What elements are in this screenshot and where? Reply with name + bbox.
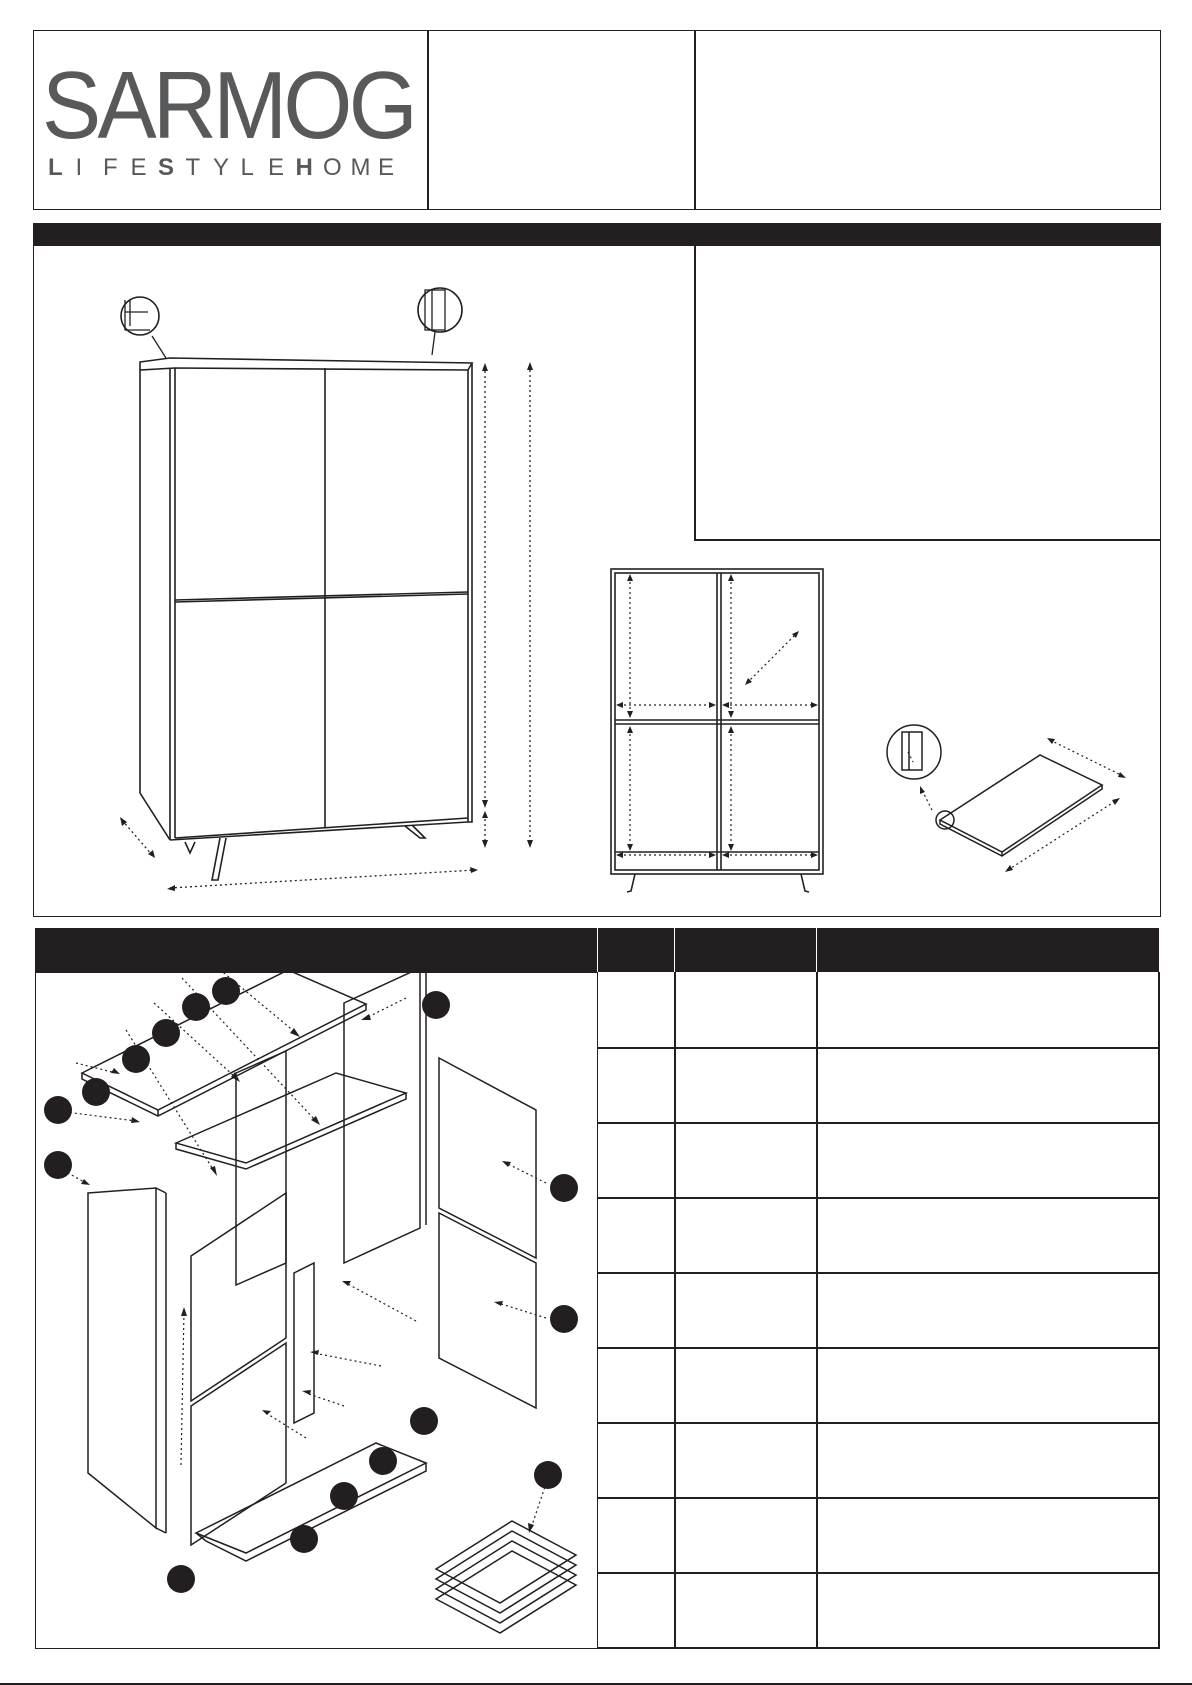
parts-row-line — [597, 1647, 1159, 1649]
parts-col-right — [1158, 972, 1160, 1649]
parts-row-line — [597, 1572, 1159, 1574]
brand-tagline-letter: M — [350, 154, 371, 181]
notes-box-left — [694, 223, 696, 540]
brand-tagline-letter: L — [48, 154, 63, 181]
brand-tagline-letter: I — [75, 154, 83, 181]
brand-tagline-letter: Y — [213, 154, 230, 181]
cabinet-front-drawing — [605, 565, 830, 900]
brand-tagline-letter: E — [130, 154, 147, 181]
brand-tagline-letter: T — [185, 154, 201, 181]
brand-tagline-letter: E — [378, 154, 395, 181]
parts-row-line — [597, 1422, 1159, 1424]
cabinet-perspective-drawing — [100, 270, 560, 900]
brand-tagline-letter: E — [268, 154, 285, 181]
parts-col-2 — [816, 972, 818, 1649]
exploded-view-drawing — [36, 973, 596, 1648]
parts-row-line — [597, 1272, 1159, 1274]
parts-row-line — [597, 1497, 1159, 1499]
notes-box-bottom — [694, 539, 1161, 541]
parts-row-line — [597, 1047, 1159, 1049]
brand-tagline-letter: F — [103, 154, 118, 181]
parts-table — [597, 972, 1159, 1649]
parts-row-line — [597, 1197, 1159, 1199]
brand-tagline-letter: L — [240, 154, 254, 181]
brand-wordmark: SARMOG — [42, 52, 414, 159]
parts-row-line — [597, 1347, 1159, 1349]
brand-tagline-letter: S — [158, 154, 175, 181]
parts-col-1 — [674, 972, 676, 1649]
parts-header-sep-2 — [674, 928, 675, 972]
parts-row-line — [597, 1122, 1159, 1124]
brand-tagline-letter: H — [295, 154, 313, 181]
shelf-board-drawing — [880, 720, 1140, 880]
part-number-badge-icon — [44, 977, 578, 1593]
logo — [40, 50, 420, 185]
header-divider-2 — [694, 30, 696, 210]
header-divider-1 — [427, 30, 429, 210]
parts-header-sep-3 — [816, 928, 817, 972]
parts-header-sep-1 — [597, 928, 598, 972]
brand-tagline-letter: O — [323, 154, 342, 181]
